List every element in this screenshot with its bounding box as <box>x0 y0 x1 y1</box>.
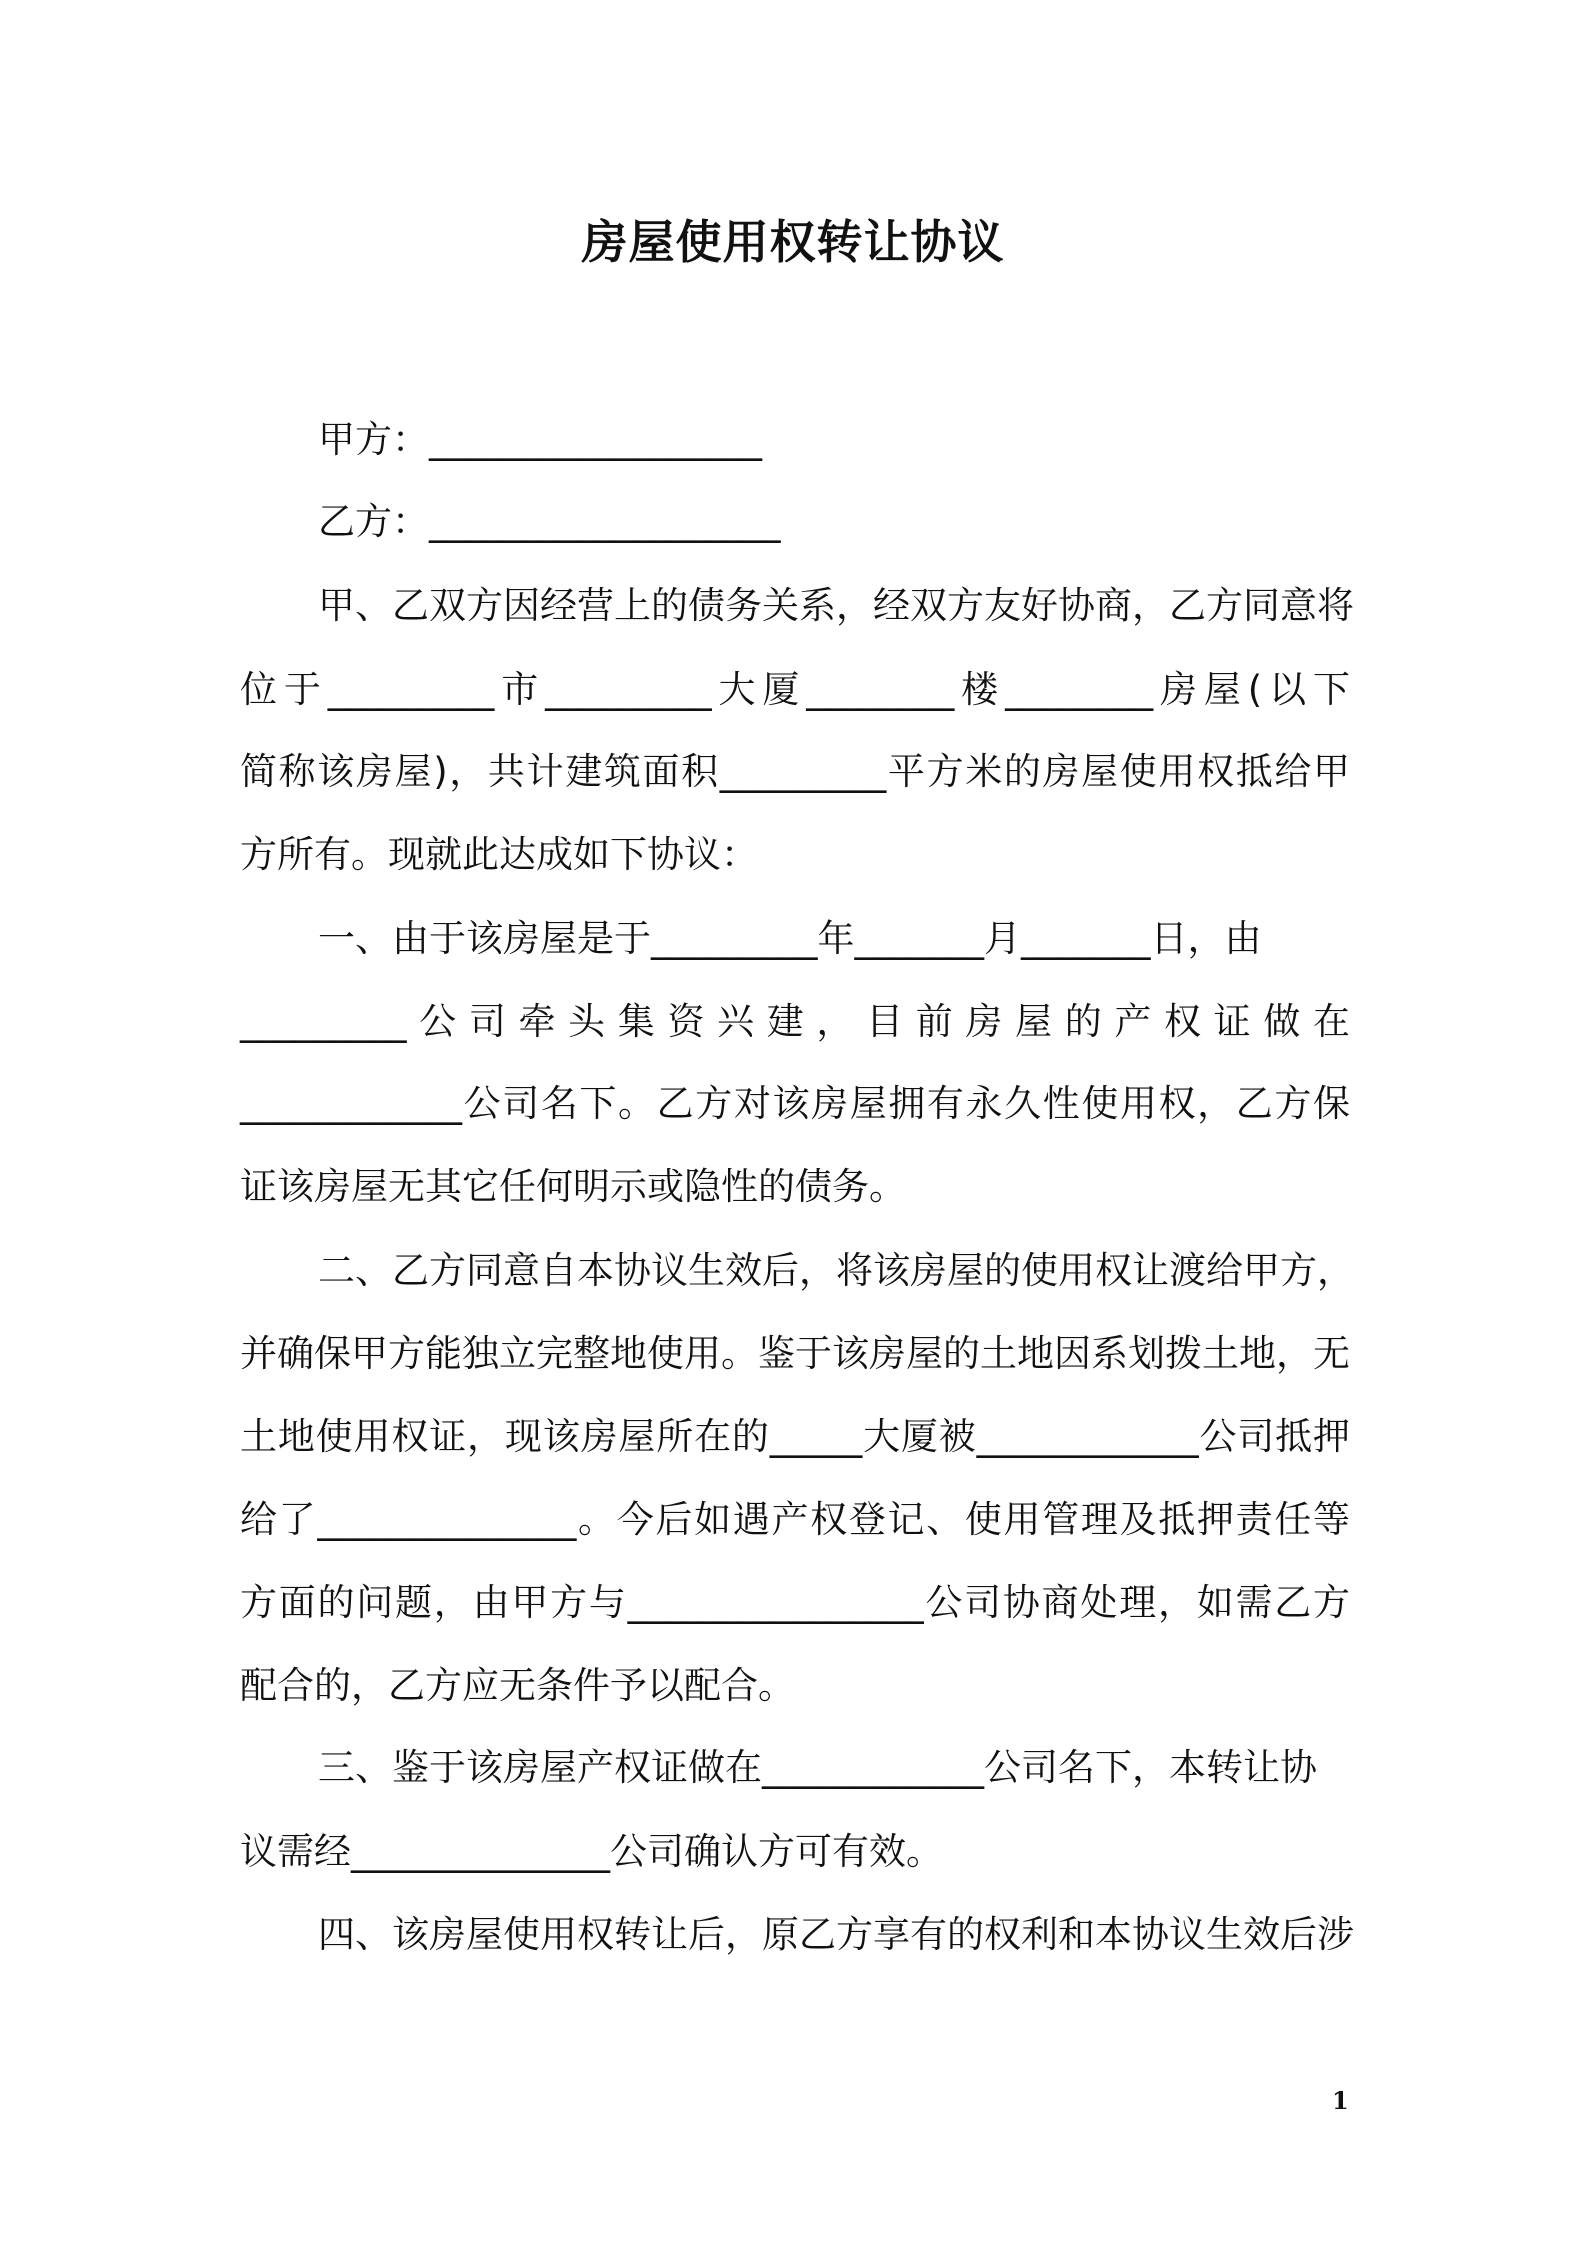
clause-2-line-3: 土地使用权证，现该房屋所在的_____大厦被____________公司抵押 <box>240 1415 1350 1458</box>
clause-2-line-1: 二、乙方同意自本协议生效后，将该房屋的使用权让渡给甲方， <box>318 1249 1354 1292</box>
clause-3-line-2: 议需经______________公司确认方可有效。 <box>240 1830 943 1873</box>
page-number: 1 <box>1332 2086 1349 2115</box>
clause-1-line-3: ____________公司名下。乙方对该房屋拥有永久性使用权，乙方保 <box>240 1082 1350 1125</box>
party-a-line: 甲方：__________________ <box>318 418 762 461</box>
clause-2-line-5: 方面的问题，由甲方与________________公司协商处理，如需乙方 <box>240 1581 1350 1624</box>
clause-3-line-1: 三、鉴于该房屋产权证做在____________公司名下，本转让协 <box>318 1746 1317 1789</box>
clause-2-line-2: 并确保甲方能独立完整地使用。鉴于该房屋的土地因系划拨土地，无 <box>240 1332 1350 1375</box>
clause-4-line-1: 四、该房屋使用权转让后，原乙方享有的权利和本协议生效后涉 <box>318 1913 1354 1956</box>
clause-2-line-6: 配合的，乙方应无条件予以配合。 <box>240 1664 795 1707</box>
document-title: 房屋使用权转让协议 <box>581 215 1005 269</box>
intro-line-2: 位于_________市_________大厦________楼________房屋(以下 <box>240 668 1350 711</box>
clause-1-line-2: _________公司牵头集资兴建，目前房屋的产权证做在 <box>240 1000 1350 1043</box>
clause-2-line-4: 给了______________。今后如遇产权登记、使用管理及抵押责任等 <box>240 1498 1350 1541</box>
intro-line-1: 甲、乙双方因经营上的债务关系，经双方友好协商，乙方同意将 <box>318 584 1354 627</box>
clause-1-line-4: 证该房屋无其它任何明示或隐性的债务。 <box>240 1165 906 1208</box>
clause-1-line-1: 一、由于该房屋是于_________年_______月_______日，由 <box>318 917 1262 960</box>
intro-line-3: 简称该房屋)，共计建筑面积_________平方米的房屋使用权抵给甲 <box>240 750 1350 793</box>
intro-line-4: 方所有。现就此达成如下协议： <box>240 833 758 876</box>
party-b-line: 乙方：___________________ <box>318 500 781 543</box>
